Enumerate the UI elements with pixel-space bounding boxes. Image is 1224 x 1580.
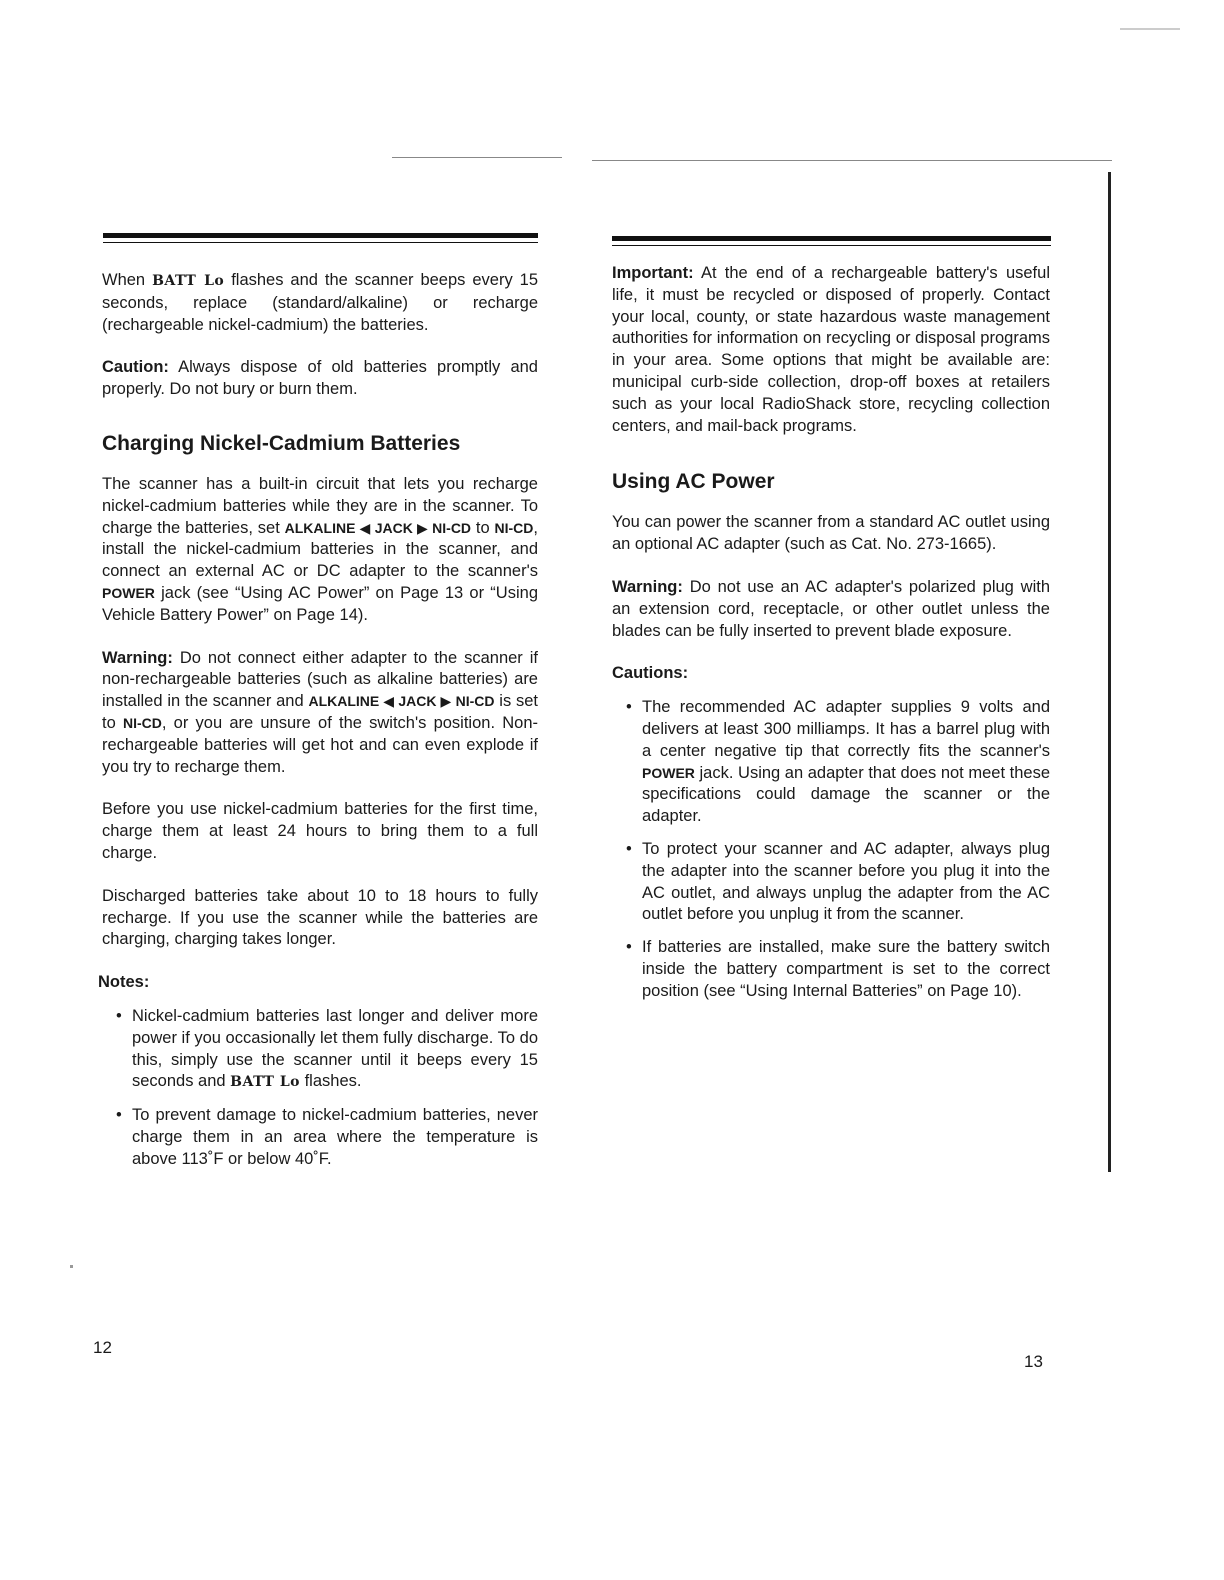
- batt-lo-paragraph: When BATT Lo flashes and the scanner beeps every 15 seconds, replace (standard/alkaline) or recharge (rechargeable nickel-cadmium) the batteries.: [102, 271, 538, 334]
- list-item: • To protect your scanner and AC adapter, always plug the adapter into the scanner before you plug it into the AC outlet, and always unplug the adapter from the AC outlet before you unplug it from the scanner.: [626, 839, 1050, 924]
- warning-label: Warning:: [612, 577, 683, 596]
- notes-list: [102, 1006, 538, 1171]
- scan-artifact-line-left: [392, 157, 562, 158]
- scan-artifact-speck: [1120, 28, 1180, 30]
- warning-paragraph: Warning: Do not connect either adapter to the scanner if non-rechargeable batteries (such as alkaline batteries) are installed in the scanner and ALKALINE ◀ JACK ▶ NI-CD is set to NI-CD, or you are unsure of the switch's position. Non-rechargeable batteries will get hot and can even explode if you try to recharge them.: [102, 648, 538, 776]
- scan-artifact-line-right: [592, 160, 1112, 161]
- list-item: • To prevent damage to nickel-cadmium batteries, never charge them in an area where the temperature is above 113˚F or below 40˚F.: [116, 1106, 538, 1168]
- nicd-label: NI-CD: [494, 519, 534, 536]
- list-item: • If batteries are installed, make sure the battery switch inside the battery compartment is set to the correct position (see “Using Internal Batteries” on Page 10).: [626, 938, 1050, 1000]
- section-heading-ac-power: Using AC Power: [612, 470, 775, 494]
- first-use-paragraph: Before you use nickel-cadmium batteries for the first time, charge them at least 24 hours to bring them to a full charge.: [102, 800, 538, 862]
- switch-label: ALKALINE ◀ JACK ▶ NI-CD: [308, 693, 495, 710]
- list-item: • Nickel-cadmium batteries last longer and deliver more power if you occasionally let them fully discharge. To do this, simply use the scanner until it beeps every 15 seconds and BATT Lo flashes.: [116, 1006, 538, 1091]
- right-page-column: [612, 263, 1050, 1014]
- header-rule-right-thin: [612, 245, 1051, 246]
- charging-paragraph: The scanner has a built-in circuit that lets you recharge nickel-cadmium batteries while they are in the scanner. To charge the batteries, set ALKALINE ◀ JACK ▶ NI-CD to NI-CD, install the nickel-cadmium batteries in the scanner, and connect an external AC or DC adapter to the scanner's POWER jack (see “Using AC Power” on Page 13 or “Using Vehicle Battery Power” on Page 14).: [102, 474, 538, 624]
- bullet-icon: •: [116, 1006, 122, 1025]
- header-rule-left-thin: [103, 242, 538, 243]
- cautions-list: [612, 697, 1050, 1002]
- notes-label: Notes:: [98, 973, 150, 992]
- important-label: Important:: [612, 264, 694, 282]
- power-label: POWER: [642, 764, 695, 781]
- bullet-icon: •: [626, 698, 632, 717]
- important-paragraph: Important: At the end of a rechargeable battery's useful life, it must be recycled or disposed of properly. Contact your local, county, or state hazardous waste management authorities for information on recycling or disposal programs in your area. Some options that might be available are: municipal curb-side collection, drop-off boxes at retailers such as your local RadioShack store, recycling collection centers, and mail-back programs.: [612, 264, 1050, 435]
- batt-lo-display: BATT Lo: [230, 1074, 300, 1091]
- discharge-paragraph: Discharged batteries take about 10 to 18 hours to fully recharge. If you use the scanner while the batteries are charging, charging takes longer.: [102, 886, 538, 949]
- warning-label: Warning:: [102, 648, 173, 667]
- header-rule-left: [103, 233, 538, 238]
- switch-label: ALKALINE ◀ JACK ▶ NI-CD: [284, 519, 472, 536]
- header-rule-right: [612, 236, 1051, 241]
- section-heading-charging: Charging Nickel-Cadmium Batteries: [102, 431, 461, 455]
- cautions-label: Cautions:: [612, 664, 689, 683]
- list-item: • The recommended AC adapter supplies 9 volts and delivers at least 300 milliamps. It has a barrel plug with a center negative tip that correctly fits the scanner's POWER jack. Using an adapter that does not meet these specifications could damage the scanner or the adapter.: [626, 698, 1050, 826]
- ac-power-paragraph: You can power the scanner from a standard AC outlet using an optional AC adapter (such as Cat. No. 273-1665).: [612, 513, 1050, 554]
- page-edge-shadow: [1108, 172, 1111, 1172]
- bullet-icon: •: [116, 1106, 122, 1125]
- power-label: POWER: [102, 584, 155, 601]
- page-number-right: 13: [1024, 1352, 1043, 1371]
- nicd-label: NI-CD: [122, 714, 162, 731]
- left-page-column: [98, 270, 538, 1182]
- ac-warning-paragraph: Warning: Do not use an AC adapter's polarized plug with an extension cord, receptacle, or other outlet unless the blades can be fully inserted to prevent blade exposure.: [612, 577, 1050, 640]
- bullet-icon: •: [626, 938, 632, 957]
- bullet-icon: •: [626, 839, 632, 858]
- caution-label: Caution:: [102, 358, 169, 377]
- scan-artifact-speck: [70, 1265, 73, 1268]
- caution-paragraph: Caution: Always dispose of old batteries promptly and properly. Do not bury or burn them.: [102, 358, 538, 399]
- batt-lo-display: BATT Lo: [152, 273, 225, 289]
- page-number-left: 12: [93, 1338, 112, 1357]
